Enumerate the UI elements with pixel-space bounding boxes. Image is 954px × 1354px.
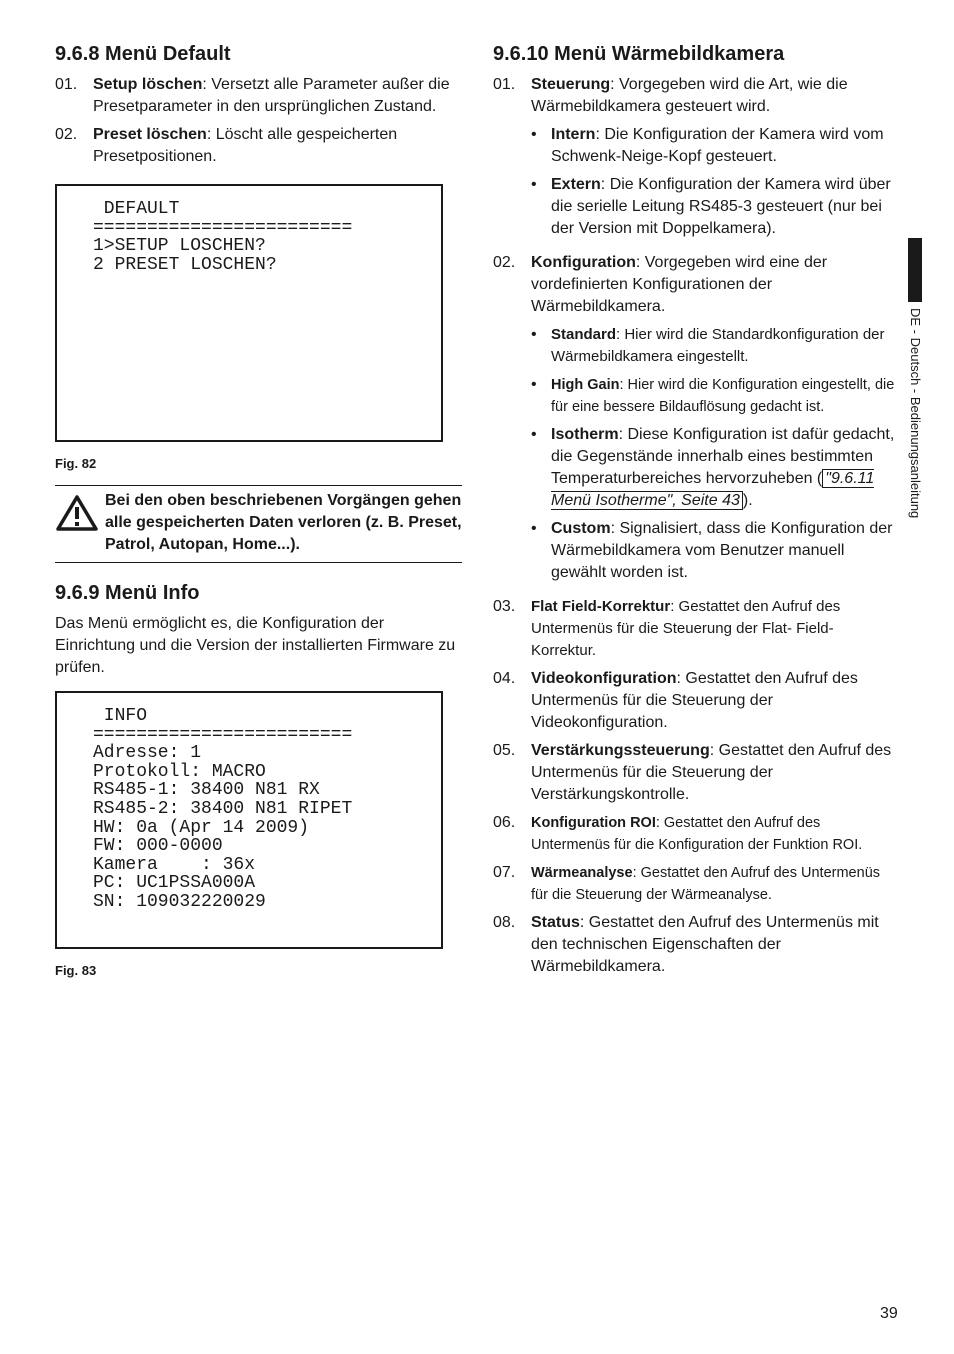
- list-item: 06. Konfiguration ROI: Gestattet den Aufruf des Untermenüs für die Konfiguration der Funktion ROI.: [493, 814, 863, 853]
- side-tab-marker: [908, 238, 922, 302]
- bullet-item: • Standard: Hier wird die Standardkonfiguration der Wärmebildkamera eingestellt.: [531, 326, 885, 365]
- list-item: 01. Setup löschen: Versetzt alle Parameter außer die Presetparameter in den ursprünglichen Zustand.: [55, 76, 450, 115]
- bullet-item: • Isotherm: Diese Konfiguration ist dafür gedacht, die Gegenstände innerhalb eines bestimmten Temperaturbereiches hervorzuheben ( "9.6.11 Menü Isotherme", Seite 43 ).: [531, 426, 895, 509]
- section-title-thermal: 9.6.10 Menü Wärmebildkamera: [493, 43, 785, 65]
- default-menu-screen: [55, 184, 443, 442]
- left-column: [55, 40, 462, 978]
- page-number: 39: [880, 1305, 898, 1322]
- list-item: 02. Preset löschen: Löscht alle gespeicherten Presetpositionen.: [55, 126, 398, 165]
- list-item: 07. Wärmeanalyse: Gestattet den Aufruf des Untermenüs für die Steuerung der Wärmeanalyse.: [493, 864, 881, 903]
- list-item: 08. Status: Gestattet den Aufruf des Untermenüs mit den technischen Eigenschaften der Wärmebildkamera.: [493, 914, 879, 975]
- cross-reference-link[interactable]: "9.6.11 Menü Isotherme", Seite 43: [551, 470, 875, 509]
- list-item: 03. Flat Field-Korrektur: Gestattet den Aufruf des Untermenüs für die Steuerung der Flat- Field-Korrektur.: [493, 598, 841, 659]
- right-column: [493, 40, 897, 984]
- section-title-default: 9.6.8 Menü Default: [55, 43, 231, 65]
- list-item: 01. Steuerung: Vorgegeben wird die Art, wie die Wärmebildkamera gesteuert wird. • Intern: Die Konfiguration der Kamera wird vom Schwenk-Neige-Kopf gesteuert. • Extern: Die Konfiguration der Kamera wird über die serielle Leitung RS485-3 gesteuert (nur bei der Version mit Doppelkamera).: [493, 74, 897, 246]
- section-title-info: 9.6.9 Menü Info: [55, 582, 200, 604]
- warning-icon: [55, 490, 105, 556]
- list-item: 02. Konfiguration: Vorgegeben wird eine der vordefinierten Konfigurationen der Wärmebildkamera. • Standard: Hier wird die Standardkonfiguration der Wärmebildkamera eingestellt. • High Gain: Hier wird die Konfiguration eingestellt, die für eine bessere Bildauflösung gedacht ist. • Isotherm: Diese Konfiguration ist dafür gedacht, die Gegenstände innerhalb eines bestimmten Temperaturbereiches hervorzuheben ( "9.6.11 Menü Isotherme", Seite 43 ). • Custom: Signalisiert, dass die Konfiguration der Wärmebildkamera vom Benutzer manuell gewählt worden ist.: [493, 252, 897, 590]
- info-description: Das Menü ermöglicht es, die Konfiguration der Einrichtung und die Version der installierten Firmware zu prüfen.: [55, 615, 456, 676]
- figure-caption: Fig. 83: [55, 963, 97, 978]
- list-item: 05. Verstärkungssteuerung: Gestattet den Aufruf des Untermenüs für die Steuerung der Verstärkungskontrolle.: [493, 742, 892, 803]
- warning-text: Bei den oben beschriebenen Vorgängen gehen alle gespeicherten Daten verloren (z. B. Preset, Patrol, Autopan, Home...).: [105, 492, 462, 553]
- warning-box: [55, 485, 462, 563]
- info-menu-text: INFO ======================== Adresse: 1 Protokoll: MACRO RS485-1: 38400 N81 RX RS485-2: 38400 N81 RIPET HW: 0a (Apr 14 2009) FW: 000-0000 Kamera : 36x PC: UC1PSSA000A SN: 109032220029: [93, 706, 353, 912]
- figure-caption: Fig. 82: [55, 456, 97, 471]
- default-menu-text: DEFAULT ======================== 1>SETUP LOSCHEN? 2 PRESET LOSCHEN?: [93, 199, 353, 275]
- list-item: 04. Videokonfiguration: Gestattet den Aufruf des Untermenüs für die Steuerung der Videokonfiguration.: [493, 670, 858, 731]
- bullet-item: • Extern: Die Konfiguration der Kamera wird über die serielle Leitung RS485-3 gesteuert (nur bei der Version mit Doppelkamera).: [531, 176, 891, 237]
- side-language-label: DE - Deutsch - Bedienungsanleitung: [908, 308, 923, 519]
- bullet-item: • Custom: Signalisiert, dass die Konfiguration der Wärmebildkamera vom Benutzer manuell gewählt worden ist.: [531, 520, 893, 581]
- bullet-item: • Intern: Die Konfiguration der Kamera wird vom Schwenk-Neige-Kopf gesteuert.: [531, 126, 884, 165]
- info-menu-screen: [55, 691, 443, 949]
- bullet-item: • High Gain: Hier wird die Konfiguration eingestellt, die für eine bessere Bildauflösung gedacht ist.: [531, 376, 895, 415]
